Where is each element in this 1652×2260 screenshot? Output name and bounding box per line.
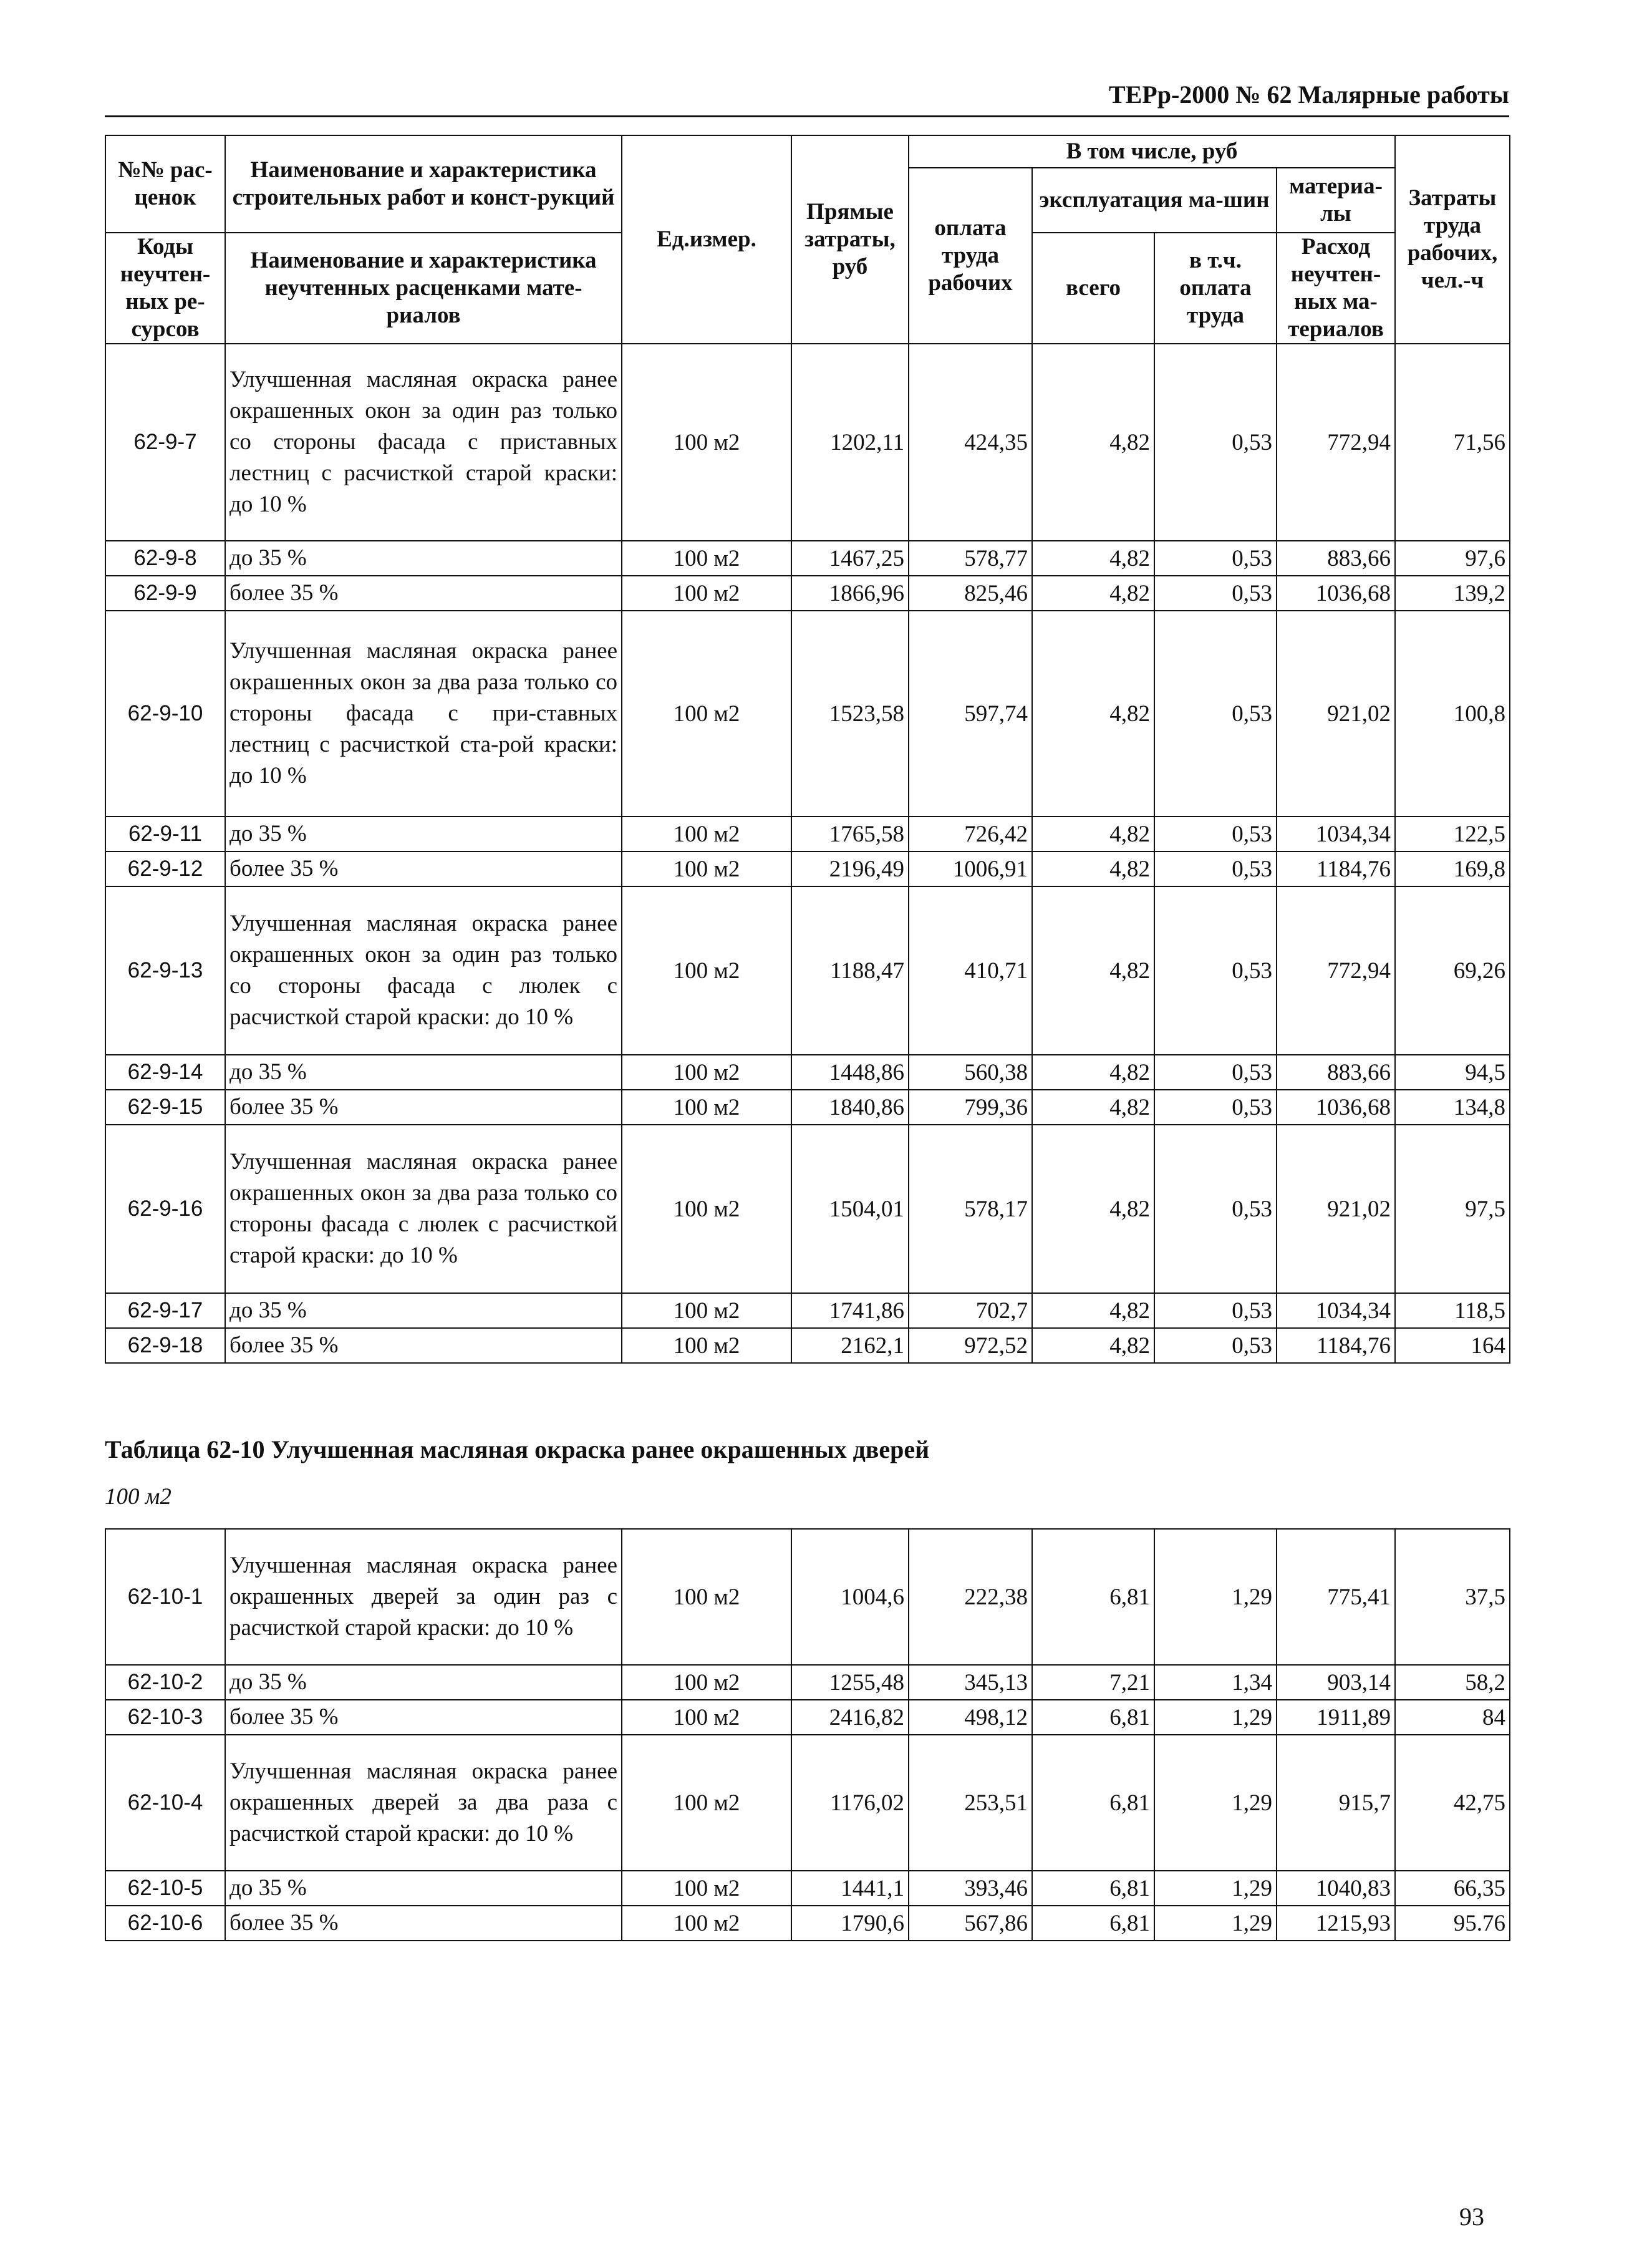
labor-hours: 66,35 [1395, 1871, 1510, 1906]
work-description: до 35 % [225, 1665, 622, 1700]
labor-cost: 393,46 [909, 1871, 1032, 1906]
direct-cost: 1255,48 [791, 1665, 909, 1700]
machine-labor-cost: 1,29 [1154, 1871, 1277, 1906]
work-description: более 35 % [225, 1700, 622, 1735]
work-description: Улучшенная масляная окраска ранее окрашенных дверей за два раза с расчисткой старой краски: до 10 % [225, 1735, 622, 1871]
work-description: Улучшенная масляная окраска ранее окрашенных окон за один раз только со стороны фасада с люлек с расчисткой старой краски: до 10 % [225, 886, 622, 1055]
direct-cost: 1441,1 [791, 1871, 909, 1906]
labor-cost: 424,35 [909, 344, 1032, 541]
col-code-bottom: Коды неучтен-ных ре-сурсов [105, 233, 225, 344]
labor-cost: 578,17 [909, 1125, 1032, 1293]
table-title: Таблица 62-10 Улучшенная масляная окраска ранее окрашенных дверей [105, 1435, 930, 1463]
machine-cost: 6,81 [1032, 1906, 1154, 1941]
material-cost: 775,41 [1277, 1529, 1395, 1665]
labor-hours: 97,6 [1395, 541, 1510, 576]
unit: 100 м2 [622, 576, 791, 611]
page-number: 93 [1459, 2203, 1484, 2231]
material-cost: 903,14 [1277, 1665, 1395, 1700]
machine-cost: 4,82 [1032, 344, 1154, 541]
table-row [105, 817, 1510, 851]
material-cost: 883,66 [1277, 1055, 1395, 1090]
col-unit: Ед.измер. [622, 135, 791, 344]
labor-cost: 410,71 [909, 886, 1032, 1055]
labor-hours: 100,8 [1395, 611, 1510, 817]
col-machines: эксплуатация ма-шин [1032, 168, 1277, 233]
rate-code: 62-10-4 [105, 1735, 225, 1871]
machine-cost: 4,82 [1032, 1090, 1154, 1125]
labor-hours: 69,26 [1395, 886, 1510, 1055]
work-description: более 35 % [225, 1328, 622, 1363]
col-code-top: №№ рас-ценок [105, 135, 225, 233]
direct-cost: 1840,86 [791, 1090, 909, 1125]
machine-labor-cost: 0,53 [1154, 611, 1277, 817]
rate-code: 62-9-10 [105, 611, 225, 817]
machine-cost: 7,21 [1032, 1665, 1154, 1700]
machine-labor-cost: 0,53 [1154, 817, 1277, 851]
col-labor: оплата труда рабочих [909, 168, 1032, 344]
direct-cost: 1866,96 [791, 576, 909, 611]
machine-labor-cost: 1,29 [1154, 1735, 1277, 1871]
rate-code: 62-9-12 [105, 851, 225, 886]
labor-cost: 222,38 [909, 1529, 1032, 1665]
rate-code: 62-9-14 [105, 1055, 225, 1090]
labor-cost: 972,52 [909, 1328, 1032, 1363]
work-description: Улучшенная масляная окраска ранее окрашенных окон за один раз только со стороны фасада с приставных лестниц с расчисткой старой краски: до 10 % [225, 344, 622, 541]
col-work: Затраты труда рабочих, чел.-ч [1395, 135, 1510, 344]
header-rule [105, 115, 1509, 117]
direct-cost: 1448,86 [791, 1055, 909, 1090]
direct-cost: 1004,6 [791, 1529, 909, 1665]
material-cost: 1040,83 [1277, 1871, 1395, 1906]
unit: 100 м2 [622, 1700, 791, 1735]
direct-cost: 1188,47 [791, 886, 909, 1055]
direct-cost: 2416,82 [791, 1700, 909, 1735]
machine-labor-cost: 0,53 [1154, 1125, 1277, 1293]
table-unit-note: 100 м2 [105, 1484, 171, 1510]
work-description: до 35 % [225, 541, 622, 576]
rate-code: 62-9-17 [105, 1293, 225, 1328]
work-description: Улучшенная масляная окраска ранее окрашенных окон за два раза только со стороны фасада с люлек с расчисткой старой краски: до 10 % [225, 1125, 622, 1293]
unit: 100 м2 [622, 1090, 791, 1125]
machine-labor-cost: 0,53 [1154, 541, 1277, 576]
unit: 100 м2 [622, 344, 791, 541]
rate-code: 62-9-7 [105, 344, 225, 541]
unit: 100 м2 [622, 1529, 791, 1665]
table-row [105, 541, 1510, 576]
unit: 100 м2 [622, 851, 791, 886]
table-row [105, 1700, 1510, 1735]
table-row [105, 576, 1510, 611]
machine-cost: 4,82 [1032, 541, 1154, 576]
material-cost: 915,7 [1277, 1735, 1395, 1871]
machine-cost: 4,82 [1032, 851, 1154, 886]
work-description: более 35 % [225, 1090, 622, 1125]
unit: 100 м2 [622, 1871, 791, 1906]
machine-labor-cost: 1,29 [1154, 1906, 1277, 1941]
labor-cost: 726,42 [909, 817, 1032, 851]
table-row [105, 1735, 1510, 1871]
labor-hours: 94,5 [1395, 1055, 1510, 1090]
unit: 100 м2 [622, 1735, 791, 1871]
labor-cost: 597,74 [909, 611, 1032, 817]
machine-cost: 4,82 [1032, 576, 1154, 611]
material-cost: 921,02 [1277, 1125, 1395, 1293]
direct-cost: 1741,86 [791, 1293, 909, 1328]
direct-cost: 2162,1 [791, 1328, 909, 1363]
labor-cost: 345,13 [909, 1665, 1032, 1700]
labor-hours: 139,2 [1395, 576, 1510, 611]
col-name-bottom: Наименование и характеристика неучтенных расценками мате-риалов [225, 233, 622, 344]
unit: 100 м2 [622, 817, 791, 851]
machine-labor-cost: 0,53 [1154, 851, 1277, 886]
table-row [105, 1090, 1510, 1125]
rate-code: 62-9-16 [105, 1125, 225, 1293]
machine-cost: 4,82 [1032, 1328, 1154, 1363]
rate-code: 62-10-2 [105, 1665, 225, 1700]
labor-cost: 1006,91 [909, 851, 1032, 886]
table-row [105, 1293, 1510, 1328]
work-description: Улучшенная масляная окраска ранее окрашенных дверей за один раз с расчисткой старой краски: до 10 % [225, 1529, 622, 1665]
rate-code: 62-10-6 [105, 1906, 225, 1941]
material-cost: 883,66 [1277, 541, 1395, 576]
table-row [105, 1871, 1510, 1906]
rate-code: 62-9-15 [105, 1090, 225, 1125]
table-row [105, 1125, 1510, 1293]
labor-hours: 118,5 [1395, 1293, 1510, 1328]
machine-cost: 4,82 [1032, 1293, 1154, 1328]
table-row [105, 344, 1510, 541]
labor-hours: 164 [1395, 1328, 1510, 1363]
work-description: Улучшенная масляная окраска ранее окрашенных окон за два раза только со стороны фасада с при-ставных лестниц с расчисткой ста-рой краски: до 10 % [225, 611, 622, 817]
machine-cost: 6,81 [1032, 1735, 1154, 1871]
table-row [105, 1906, 1510, 1941]
labor-hours: 42,75 [1395, 1735, 1510, 1871]
rate-code: 62-10-3 [105, 1700, 225, 1735]
unit: 100 м2 [622, 541, 791, 576]
machine-labor-cost: 0,53 [1154, 344, 1277, 541]
table-row [105, 1529, 1510, 1665]
machine-cost: 4,82 [1032, 611, 1154, 817]
direct-cost: 1504,01 [791, 1125, 909, 1293]
col-incl: В том числе, руб [909, 135, 1395, 168]
work-description: до 35 % [225, 817, 622, 851]
machine-cost: 4,82 [1032, 817, 1154, 851]
material-cost: 1215,93 [1277, 1906, 1395, 1941]
unit: 100 м2 [622, 1055, 791, 1090]
work-description: до 35 % [225, 1293, 622, 1328]
work-description: до 35 % [225, 1871, 622, 1906]
work-description: более 35 % [225, 851, 622, 886]
col-machines-labor: в т.ч. оплата труда [1154, 233, 1277, 344]
direct-cost: 1765,58 [791, 817, 909, 851]
machine-cost: 6,81 [1032, 1871, 1154, 1906]
col-name-top: Наименование и характеристика строительных работ и конст-рукций [225, 135, 622, 233]
material-cost: 921,02 [1277, 611, 1395, 817]
machine-labor-cost: 1,29 [1154, 1700, 1277, 1735]
rate-code: 62-9-13 [105, 886, 225, 1055]
machine-cost: 6,81 [1032, 1700, 1154, 1735]
rate-code: 62-9-8 [105, 541, 225, 576]
labor-cost: 253,51 [909, 1735, 1032, 1871]
rate-code: 62-9-18 [105, 1328, 225, 1363]
machine-labor-cost: 1,29 [1154, 1529, 1277, 1665]
labor-cost: 825,46 [909, 576, 1032, 611]
labor-hours: 122,5 [1395, 817, 1510, 851]
machine-cost: 6,81 [1032, 1529, 1154, 1665]
material-cost: 772,94 [1277, 344, 1395, 541]
labor-hours: 169,8 [1395, 851, 1510, 886]
labor-cost: 567,86 [909, 1906, 1032, 1941]
machine-labor-cost: 0,53 [1154, 1328, 1277, 1363]
material-cost: 1034,34 [1277, 817, 1395, 851]
labor-cost: 560,38 [909, 1055, 1032, 1090]
material-cost: 772,94 [1277, 886, 1395, 1055]
rate-code: 62-9-11 [105, 817, 225, 851]
unit: 100 м2 [622, 1328, 791, 1363]
labor-cost: 498,12 [909, 1700, 1032, 1735]
labor-hours: 134,8 [1395, 1090, 1510, 1125]
work-description: более 35 % [225, 1906, 622, 1941]
table-row [105, 1665, 1510, 1700]
machine-cost: 4,82 [1032, 1125, 1154, 1293]
table-row [105, 611, 1510, 817]
labor-hours: 84 [1395, 1700, 1510, 1735]
material-cost: 1036,68 [1277, 1090, 1395, 1125]
col-materials-sub: Расход неучтен-ных ма-териалов [1277, 233, 1395, 344]
machine-labor-cost: 0,53 [1154, 1055, 1277, 1090]
machine-cost: 4,82 [1032, 1055, 1154, 1090]
unit: 100 м2 [622, 886, 791, 1055]
unit: 100 м2 [622, 1665, 791, 1700]
labor-cost: 702,7 [909, 1293, 1032, 1328]
material-cost: 1034,34 [1277, 1293, 1395, 1328]
rate-code: 62-10-1 [105, 1529, 225, 1665]
machine-cost: 4,82 [1032, 886, 1154, 1055]
direct-cost: 1790,6 [791, 1906, 909, 1941]
unit: 100 м2 [622, 611, 791, 817]
table-row [105, 1328, 1510, 1363]
labor-hours: 58,2 [1395, 1665, 1510, 1700]
col-materials: материа-лы [1277, 168, 1395, 233]
work-description: более 35 % [225, 576, 622, 611]
direct-cost: 1523,58 [791, 611, 909, 817]
machine-labor-cost: 0,53 [1154, 576, 1277, 611]
unit: 100 м2 [622, 1293, 791, 1328]
labor-cost: 799,36 [909, 1090, 1032, 1125]
machine-labor-cost: 0,53 [1154, 1090, 1277, 1125]
machine-labor-cost: 1,34 [1154, 1665, 1277, 1700]
labor-hours: 71,56 [1395, 344, 1510, 541]
labor-hours: 37,5 [1395, 1529, 1510, 1665]
work-description: до 35 % [225, 1055, 622, 1090]
table-row [105, 1055, 1510, 1090]
table-row [105, 886, 1510, 1055]
labor-hours: 95.76 [1395, 1906, 1510, 1941]
machine-labor-cost: 0,53 [1154, 886, 1277, 1055]
material-cost: 1911,89 [1277, 1700, 1395, 1735]
rate-code: 62-9-9 [105, 576, 225, 611]
machine-labor-cost: 0,53 [1154, 1293, 1277, 1328]
labor-hours: 97,5 [1395, 1125, 1510, 1293]
table-row [105, 851, 1510, 886]
material-cost: 1184,76 [1277, 1328, 1395, 1363]
direct-cost: 2196,49 [791, 851, 909, 886]
rates-table-62-10 [105, 1528, 1510, 1941]
col-direct: Прямые затраты, руб [791, 135, 909, 344]
direct-cost: 1176,02 [791, 1735, 909, 1871]
direct-cost: 1467,25 [791, 541, 909, 576]
unit: 100 м2 [622, 1906, 791, 1941]
rate-code: 62-10-5 [105, 1871, 225, 1906]
unit: 100 м2 [622, 1125, 791, 1293]
rates-table-62-9 [105, 135, 1510, 1364]
page-header: ТЕРр-2000 № 62 Малярные работы [1108, 80, 1509, 109]
direct-cost: 1202,11 [791, 344, 909, 541]
labor-cost: 578,77 [909, 541, 1032, 576]
col-machines-total: всего [1032, 233, 1154, 344]
material-cost: 1184,76 [1277, 851, 1395, 886]
material-cost: 1036,68 [1277, 576, 1395, 611]
